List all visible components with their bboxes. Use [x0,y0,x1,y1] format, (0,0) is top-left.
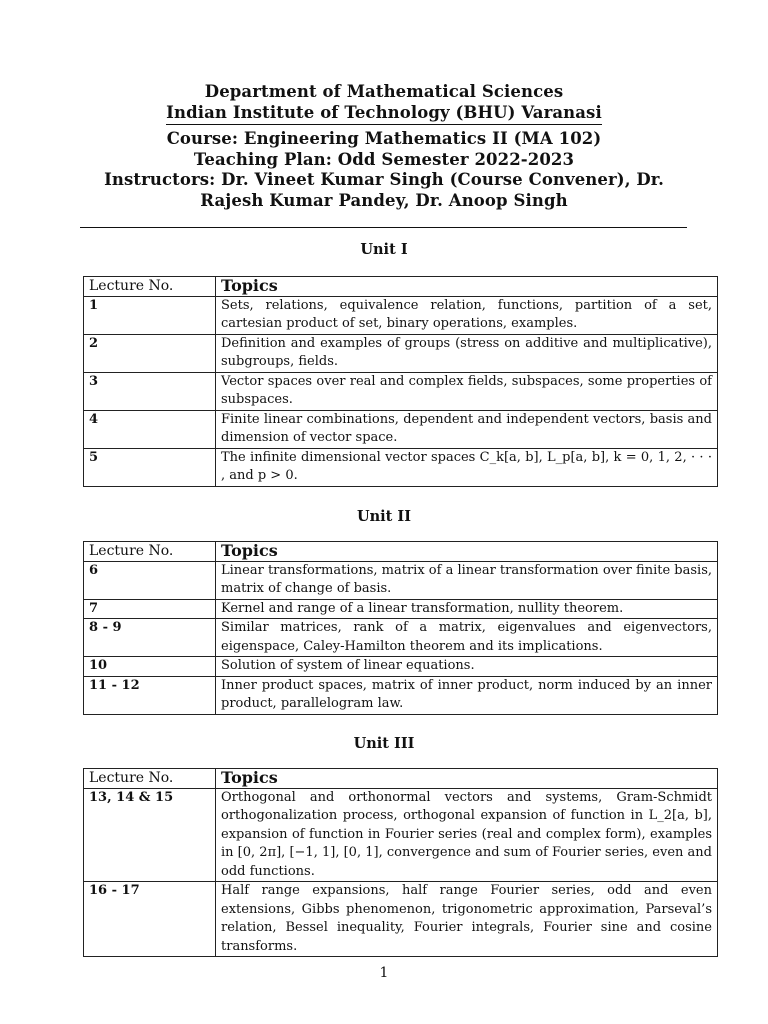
lecture-number: 11 - 12 [84,676,216,714]
lecture-number: 4 [84,410,216,448]
lecture-number: 2 [84,334,216,372]
unit-title: Unit I [360,241,408,258]
institute-name: Indian Institute of Technology (BHU) Varanasi [166,103,602,126]
topic-text: The infinite dimensional vector spaces C_k[a, b], L_p[a, b], k = 0, 1, 2, · · · , and p > 0. [216,448,718,486]
topic-text: Vector spaces over real and complex fields, subspaces, some properties of subspaces. [216,372,718,410]
table-row [84,561,718,599]
topic-text: Linear transformations, matrix of a linear transformation over finite basis, matrix of change of basis. [216,561,718,599]
lecture-number: 16 - 17 [84,882,216,957]
table-row [84,448,718,486]
table-row [84,657,718,677]
table-header-row [84,542,718,562]
table-header-row [84,769,718,789]
topics-header: Topics [216,277,718,297]
topic-text: Sets, relations, equivalence relation, functions, partition of a set, cartesian product of set, binary operations, examples. [216,296,718,334]
teaching-plan: Teaching Plan: Odd Semester 2022-2023 [193,149,575,169]
lecture-header: Lecture No. [84,769,216,789]
unit-table [83,541,718,715]
topics-header: Topics [216,769,718,789]
table-row [84,788,718,882]
header-divider [80,227,687,228]
table-header-row [84,277,718,297]
topic-text: Finite linear combinations, dependent and independent vectors, basis and dimension of vector space. [216,410,718,448]
table-row [84,334,718,372]
unit-table [83,768,718,957]
lecture-number: 1 [84,296,216,334]
unit-table [83,276,718,487]
lecture-header: Lecture No. [84,542,216,562]
topics-header: Topics [216,542,718,562]
table-row [84,882,718,957]
lecture-number: 3 [84,372,216,410]
unit-title: Unit II [356,508,411,525]
topic-text: Solution of system of linear equations. [216,657,718,677]
topic-text: Definition and examples of groups (stress on additive and multiplicative), subgroups, fields. [216,334,718,372]
lecture-number: 10 [84,657,216,677]
unit-title: Unit III [353,735,415,752]
department-name: Department of Mathematical Sciences [204,82,564,101]
instructors-line-2: Rajesh Kumar Pandey, Dr. Anoop Singh [200,190,568,210]
lecture-header: Lecture No. [84,277,216,297]
lecture-number: 7 [84,599,216,619]
instructors-line-1: Instructors: Dr. Vineet Kumar Singh (Course Convener), Dr. [104,170,664,189]
table-row [84,619,718,657]
lecture-number: 13, 14 & 15 [84,788,216,882]
course-title: Course: Engineering Mathematics II (MA 102) [166,129,602,148]
lecture-number: 8 - 9 [84,619,216,657]
topic-text: Kernel and range of a linear transformation, nullity theorem. [216,599,718,619]
document-header [0,82,768,211]
topic-text: Similar matrices, rank of a matrix, eigenvalues and eigenvectors, eigenspace, Caley-Hamilton theorem and its implications. [216,619,718,657]
table-row [84,410,718,448]
table-row [84,676,718,714]
table-row [84,296,718,334]
lecture-number: 5 [84,448,216,486]
table-row [84,372,718,410]
topic-text: Orthogonal and orthonormal vectors and systems, Gram-Schmidt orthogonalization process, orthogonal expansion of function in L_2[a, b], expansion of function in Fourier series (real and complex form), examples in [0, 2π], [−1, 1], [0, 1], convergence and sum of Fourier series, even and odd functions. [216,788,718,882]
lecture-number: 6 [84,561,216,599]
page-number: 1 [379,965,389,981]
topic-text: Inner product spaces, matrix of inner product, norm induced by an inner product, parallelogram law. [216,676,718,714]
topic-text: Half range expansions, half range Fourier series, odd and even extensions, Gibbs phenomenon, trigonometric approximation, Parseval’s relation, Bessel inequality, Fourier integrals, Fourier sine and cosine transforms. [216,882,718,957]
table-row [84,599,718,619]
